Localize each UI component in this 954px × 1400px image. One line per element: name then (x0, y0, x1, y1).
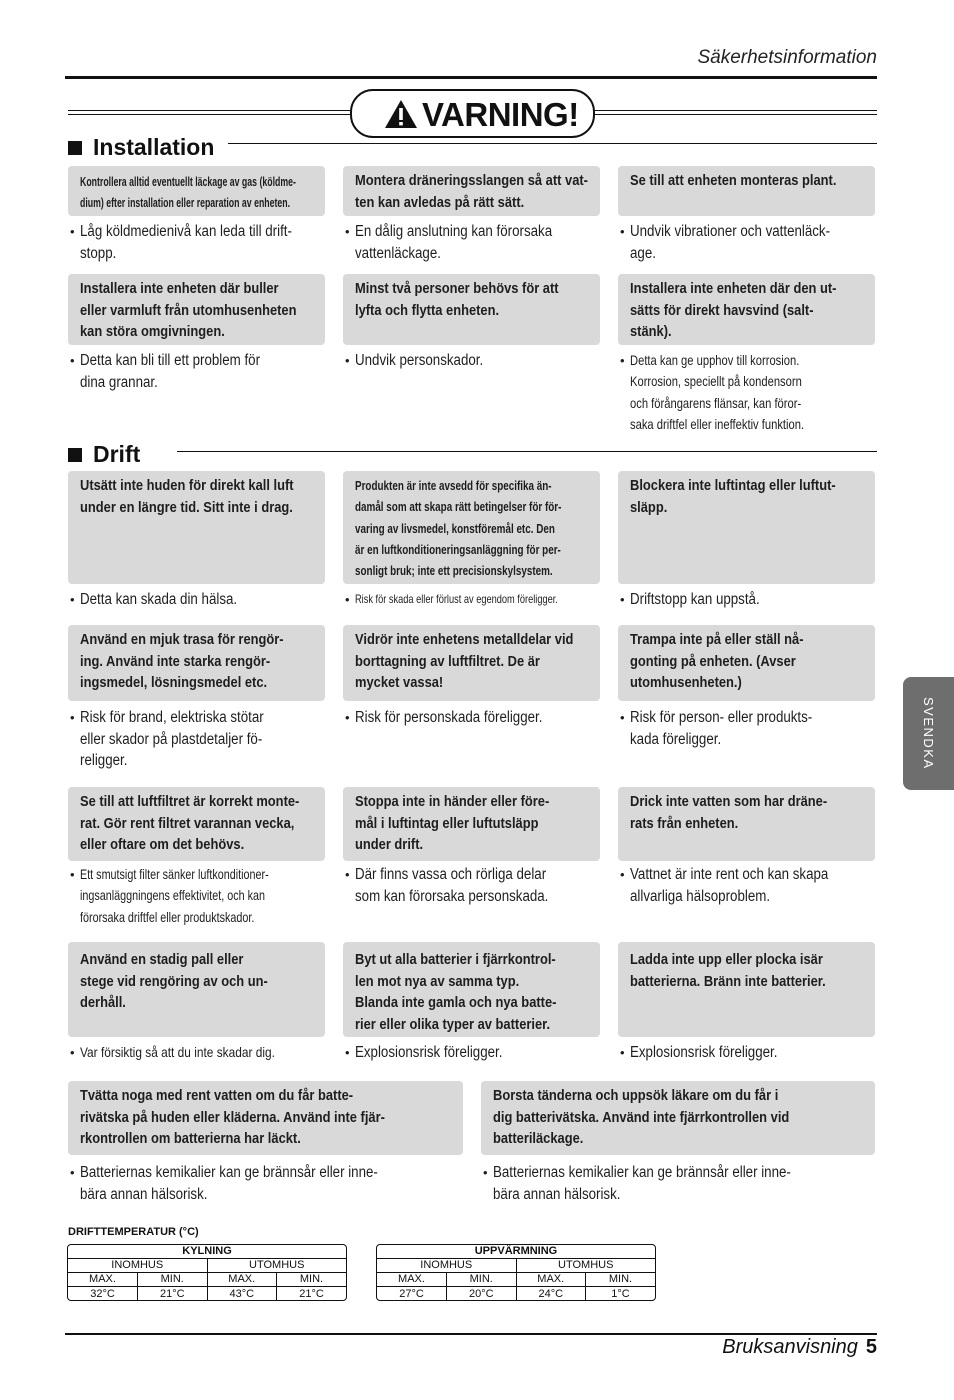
footer-rule (65, 1333, 877, 1335)
table-group-header: INOMHUS (377, 1258, 516, 1272)
bullet-text: Där finns vassa och rörliga delar som kan förorsaka personskada. (355, 866, 549, 905)
caution-box (618, 625, 875, 701)
table-cell: 27°C (377, 1287, 447, 1301)
section-rule (228, 143, 877, 144)
language-tab[interactable] (903, 677, 954, 790)
table-cell: 21°C (277, 1287, 347, 1301)
table-column-header: MAX. (377, 1272, 447, 1286)
caution-box (618, 787, 875, 861)
language-tab-label: SVENDKA (921, 697, 936, 770)
section-marker-icon (68, 448, 82, 462)
bullet-note (481, 1162, 839, 1205)
bullet-note (343, 1042, 526, 1064)
footer (722, 1336, 877, 1359)
caution-text: Trampa inte på eller ställ nå- gonting på enheten. (Avser utomhusenheten.) (630, 631, 804, 691)
bullet-note (343, 864, 580, 907)
section-rule (177, 451, 877, 452)
caution-text: Använd en mjuk trasa för rengör- ing. Använd inte starka rengör- ingsmedel, lösningsmedel etc. (80, 631, 284, 691)
caution-box (68, 625, 325, 701)
caution-text: Byt ut alla batterier i fjärrkontrol- len mot nya av samma typ. Blanda inte gamla och nya batte- rier eller olika typer av batterier. (355, 951, 557, 1033)
table-title: UPPVÄRMNING (377, 1245, 655, 1258)
caution-text: Montera dräneringsslangen så att vat- ten kan avledas på rätt sätt. (355, 172, 588, 211)
caution-box (68, 274, 325, 345)
bullet-note (68, 350, 289, 393)
bullet-text: Explosionsrisk föreligger. (630, 1044, 778, 1061)
bullet-note (68, 864, 325, 928)
banner-rule-right (595, 110, 877, 115)
bullet-note (68, 707, 294, 772)
caution-text: Se till att luftfiltret är korrekt monte- rat. Gör rent filtret varannan vecka, eller oftare om det behövs. (80, 793, 300, 853)
bullet-note (618, 350, 848, 435)
header-rule (65, 76, 877, 79)
caution-text: Se till att enheten monteras plant. (630, 172, 837, 189)
table-column-header: MIN. (586, 1272, 656, 1286)
bullet-note (618, 707, 842, 750)
table-column-header: MAX. (68, 1272, 138, 1286)
caution-box (68, 166, 325, 216)
caution-text: Utsätt inte huden för direkt kall luft under en längre tid. Sitt inte i drag. (80, 477, 294, 516)
table-cell: 1°C (586, 1287, 656, 1301)
caution-box (343, 625, 600, 701)
bullet-text: Risk för personskada föreligger. (355, 709, 543, 726)
table-title: KYLNING (68, 1245, 346, 1258)
caution-box (68, 942, 325, 1037)
section-heading-installation: Installation (93, 134, 215, 160)
bullet-text: Detta kan bli till ett problem för dina grannar. (80, 352, 261, 391)
bullet-text: Risk för skada eller förlust av egendom föreligger. (355, 592, 558, 606)
bullet-text: En dålig anslutning kan förorsaka vattenläckage. (355, 223, 553, 262)
table-cell: 21°C (138, 1287, 208, 1301)
bullet-text: Vattnet är inte rent och kan skapa allvarliga hälsoproblem. (630, 866, 829, 905)
bullet-text: Ett smutsigt filter sänker luftkonditioner- ingsanläggningens effektivitet, och kan förorsaka driftfel eller produktskador. (80, 866, 269, 925)
temperature-table-cooling (67, 1244, 347, 1301)
table-cell: 43°C (207, 1287, 277, 1301)
table-column-header: MAX. (207, 1272, 277, 1286)
caution-box (68, 471, 325, 584)
bullet-text: Risk för brand, elektriska stötar eller skador på plastdetaljer fö- religger. (80, 709, 264, 769)
table-column-header: MIN. (138, 1272, 208, 1286)
caution-box (343, 942, 600, 1037)
caution-box (343, 166, 600, 216)
caution-text: Borsta tänderna och uppsök läkare om du får i dig batterivätska. Använd inte fjärrkontrollen vid batteriläckage. (493, 1087, 790, 1147)
table-group-header: UTOMHUS (516, 1258, 655, 1272)
temperature-table-heating (376, 1244, 656, 1301)
bullet-note (618, 1042, 801, 1064)
caution-text: Installera inte enheten där den ut- sätts för direkt havsvind (salt- stänk). (630, 280, 837, 340)
table-group-header: INOMHUS (68, 1258, 207, 1272)
bullet-note (343, 350, 504, 372)
bullet-note (343, 221, 584, 264)
caution-text: Använd en stadig pall eller stege vid rengöring av och un- derhåll. (80, 951, 268, 1011)
bullet-note (68, 1162, 426, 1205)
bullet-note (68, 1042, 309, 1064)
bullet-note (618, 864, 861, 907)
bullet-text: Undvik personskador. (355, 352, 484, 369)
table-cell: 32°C (68, 1287, 138, 1301)
bullet-text: Låg köldmedienivå kan leda till drift- stopp. (80, 223, 292, 262)
bullet-text: Batteriernas kemikalier kan ge brännsår eller inne- bära annan hälsorisk. (80, 1164, 378, 1203)
footer-doc-title: Bruksanvisning (722, 1336, 858, 1358)
caution-text: Stoppa inte in händer eller före- mål i luftintag eller luftutsläpp under drift. (355, 793, 550, 853)
caution-text: Installera inte enheten där buller eller varmluft från utomhusenheten kan störa omgivningen. (80, 280, 297, 340)
bullet-text: Detta kan skada din hälsa. (80, 591, 238, 608)
bullet-text: Var försiktig så att du inte skadar dig. (80, 1044, 275, 1060)
caution-box (481, 1081, 875, 1155)
caution-box (343, 471, 600, 584)
caution-text: Drick inte vatten som har dräne- rats från enheten. (630, 793, 828, 832)
bullet-note (343, 589, 618, 611)
caution-box (68, 787, 325, 861)
temperature-label: DRIFTTEMPERATUR (°C) (68, 1226, 199, 1238)
bullet-text: Undvik vibrationer och vattenläck- age. (630, 223, 831, 262)
caution-box (618, 471, 875, 584)
warning-title: VARNING! (422, 96, 579, 133)
warning-triangle-icon (384, 99, 418, 129)
table-cell: 24°C (516, 1287, 586, 1301)
caution-text: Produkten är inte avsedd för specifika än- damål som att skapa rätt betingelser för för- varing av livsmedel, konstföremål etc. Den är en luftkonditioneringsanläggning för per- sonligt bruk; inte ett precisionskylsystem. (355, 478, 562, 579)
bullet-note (618, 221, 863, 264)
caution-box (618, 274, 875, 345)
bullet-note (343, 707, 573, 729)
table-column-header: MAX. (516, 1272, 586, 1286)
caution-text: Tvätta noga med rent vatten om du får batte- rivätska på huden eller kläderna. Använd inte fjär- rkontrollen om batterierna har läckt. (80, 1087, 385, 1147)
bullet-note (68, 589, 263, 611)
warning-banner (350, 89, 595, 138)
table-column-header: MIN. (447, 1272, 517, 1286)
bullet-note (618, 589, 781, 611)
caution-text: Ladda inte upp eller plocka isär batterierna. Bränn inte batterier. (630, 951, 826, 990)
bullet-text: Driftstopp kan uppstå. (630, 591, 760, 608)
caution-text: Minst två personer behövs för att lyfta och flytta enheten. (355, 280, 559, 319)
caution-box (68, 1081, 463, 1155)
caution-text: Vidrör inte enhetens metalldelar vid borttagning av luftfiltret. De är mycket vassa! (355, 631, 574, 691)
section-title: Säkerhetsinformation (697, 47, 877, 68)
section-marker-icon (68, 141, 82, 155)
table-cell: 20°C (447, 1287, 517, 1301)
caution-box (343, 787, 600, 861)
caution-box (343, 274, 600, 345)
page-number: 5 (865, 1336, 877, 1358)
bullet-note (68, 221, 326, 264)
banner-rule-left (68, 110, 350, 115)
table-column-header: MIN. (277, 1272, 347, 1286)
table-group-header: UTOMHUS (207, 1258, 346, 1272)
bullet-text: Batteriernas kemikalier kan ge brännsår eller inne- bära annan hälsorisk. (493, 1164, 791, 1203)
caution-text: Kontrollera alltid eventuellt läckage av gas (köldme- dium) efter installation eller reparation av enheten. (80, 175, 296, 210)
bullet-text: Detta kan ge upphov till korrosion. Korrosion, speciellt på kondensorn och förångarens flänsar, kan föror- saka driftfel eller ineffektiv funktion. (630, 352, 805, 432)
bullet-text: Risk för person- eller produkts- kada föreligger. (630, 709, 813, 748)
bullet-text: Explosionsrisk föreligger. (355, 1044, 503, 1061)
section-heading-drift: Drift (93, 441, 141, 467)
caution-box (618, 166, 875, 216)
caution-text: Blockera inte luftintag eller luftut- släpp. (630, 477, 836, 516)
caution-box (618, 942, 875, 1037)
